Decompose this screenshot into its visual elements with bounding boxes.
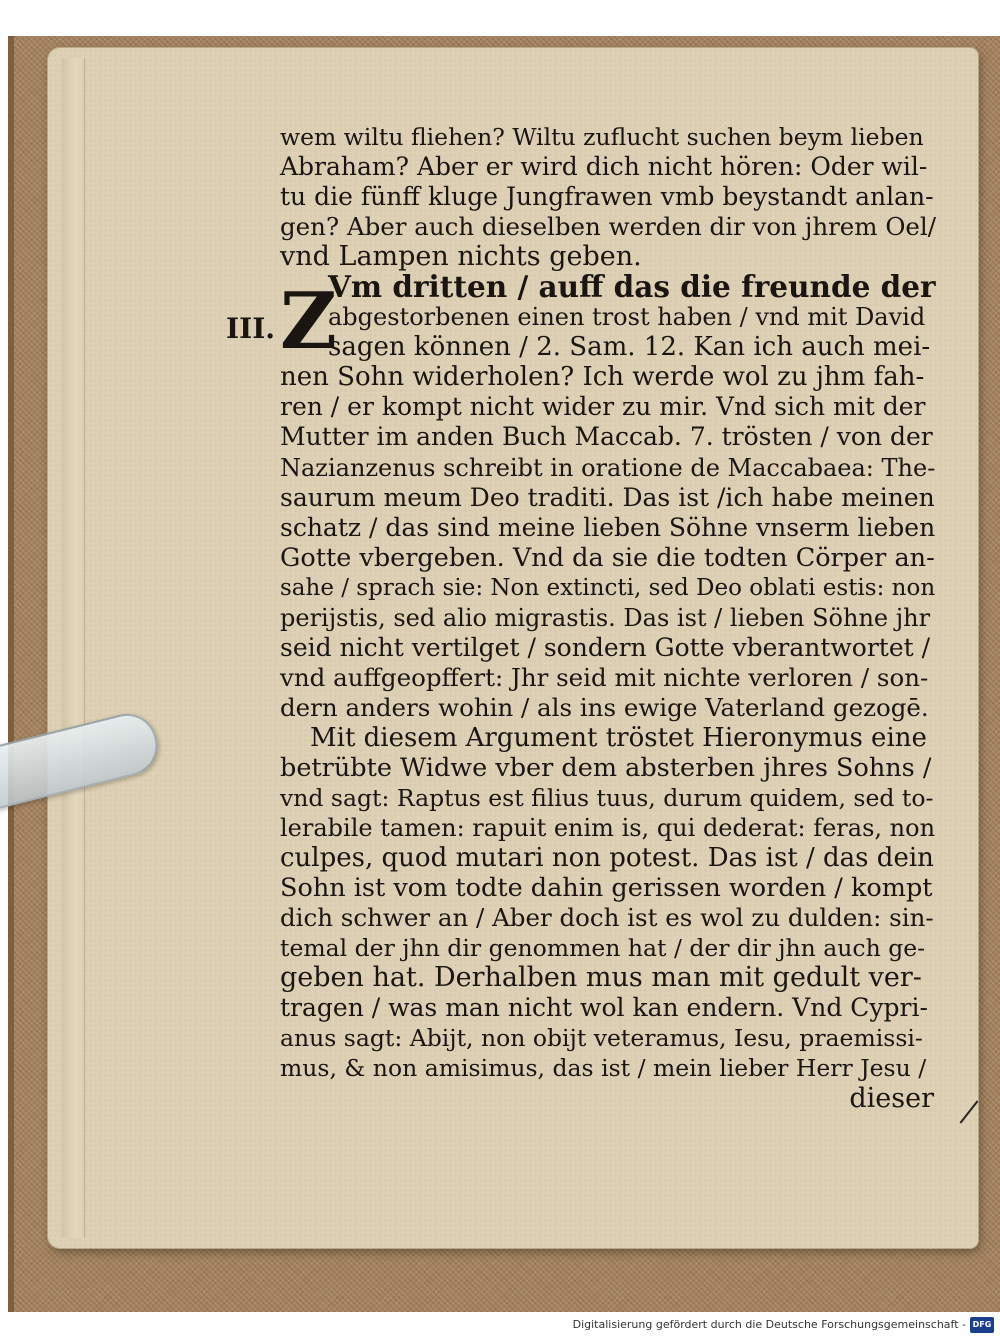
- section-marginal-number: III.: [226, 312, 276, 345]
- text-line: Mit diesem Argument tröstet Hieronymus eine: [310, 722, 927, 753]
- text-line: seid nicht vertilget / sondern Gotte vberantwortet /: [280, 632, 931, 662]
- text-line: tragen / was man nicht wol kan endern. Vnd Cypri-: [280, 993, 928, 1023]
- drop-capital: Z: [280, 276, 337, 367]
- text-line: vnd auffgeopffert: Jhr seid mit nichte verloren / son-: [280, 662, 929, 692]
- text-line: nen Sohn widerholen? Ich werde wol zu jhm fah-: [280, 362, 925, 393]
- dfg-logo-icon: DFG: [970, 1317, 994, 1333]
- text-line: geben hat. Derhalben mus man mit gedult ver-: [280, 962, 922, 994]
- clip-body: [0, 708, 164, 814]
- catchword: dieser: [849, 1082, 934, 1114]
- text-line: ren / er kompt nicht wider zu mir. Vnd sich mit der: [280, 392, 926, 422]
- text-line: abgestorbenen einen trost haben / vnd mit David: [328, 303, 926, 332]
- text-line: lerabile tamen: rapuit enim is, qui dederat: feras, non: [280, 814, 936, 843]
- text-line: saurum meum Deo traditi. Das ist /ich habe meinen: [280, 482, 935, 512]
- text-line: Abraham? Aber er wird dich nicht hören: Oder wil-: [280, 152, 928, 182]
- text-line: dich schwer an / Aber doch ist es wol zu dulden: sin-: [280, 903, 934, 933]
- text-line: anus sagt: Abijt, non obijt veteramus, Iesu, praemissi-: [280, 1024, 923, 1053]
- text-line: wem wiltu fliehen? Wiltu zuflucht suchen beym lieben: [280, 123, 924, 151]
- text-line: vnd Lampen nichts geben.: [280, 241, 642, 273]
- page-text: [280, 122, 940, 1114]
- text-line: culpes, quod mutari non potest. Das ist / das dein: [280, 843, 934, 874]
- section-heading-line: Vm dritten / auff das die freunde der: [328, 269, 936, 305]
- text-line: temal der jhn dir genommen hat / der dir jhn auch ge-: [280, 934, 926, 963]
- footer-credit: Digitalisierung gefördert durch die Deutsche Forschungsgemeinschaft -: [572, 1318, 966, 1331]
- text-line: betrübte Widwe vber dem absterben jhres Sohns /: [280, 752, 932, 783]
- text-line: gen? Aber auch dieselben werden dir von jhrem Oel/: [280, 212, 936, 242]
- text-line: dern anders wohin / als ins ewige Vaterland gezogē.: [280, 692, 929, 722]
- text-line: perijstis, sed alio migrastis. Das ist / lieben Söhne jhr: [280, 603, 931, 632]
- digitization-footer: [0, 1312, 1000, 1339]
- text-line: Mutter im anden Buch Maccab. 7. trösten / von der: [280, 422, 933, 452]
- page-fold: [62, 58, 85, 1238]
- text-line: sahe / sprach sie: Non extincti, sed Deo oblati estis: non: [280, 574, 936, 601]
- text-line: mus, & non amisimus, das ist / mein lieber Herr Jesu /: [280, 1054, 927, 1083]
- text-line: Sohn ist vom todte dahin gerissen worden / kompt: [280, 873, 933, 904]
- text-line: schatz / das sind meine lieben Söhne vnserm lieben: [280, 512, 936, 542]
- text-line: vnd sagt: Raptus est filius tuus, durum quidem, sed to-: [280, 784, 934, 813]
- text-line: tu die fünff kluge Jungfrawen vmb beystandt anlan-: [280, 182, 934, 212]
- text-line: Nazianzenus schreibt in oratione de Maccabaea: The-: [280, 453, 936, 482]
- text-line: sagen können / 2. Sam. 12. Kan ich auch mei-: [328, 332, 931, 363]
- book-spine-edge: [8, 36, 14, 1312]
- text-line: Gotte vbergeben. Vnd da sie die todten Cörper an-: [280, 542, 935, 573]
